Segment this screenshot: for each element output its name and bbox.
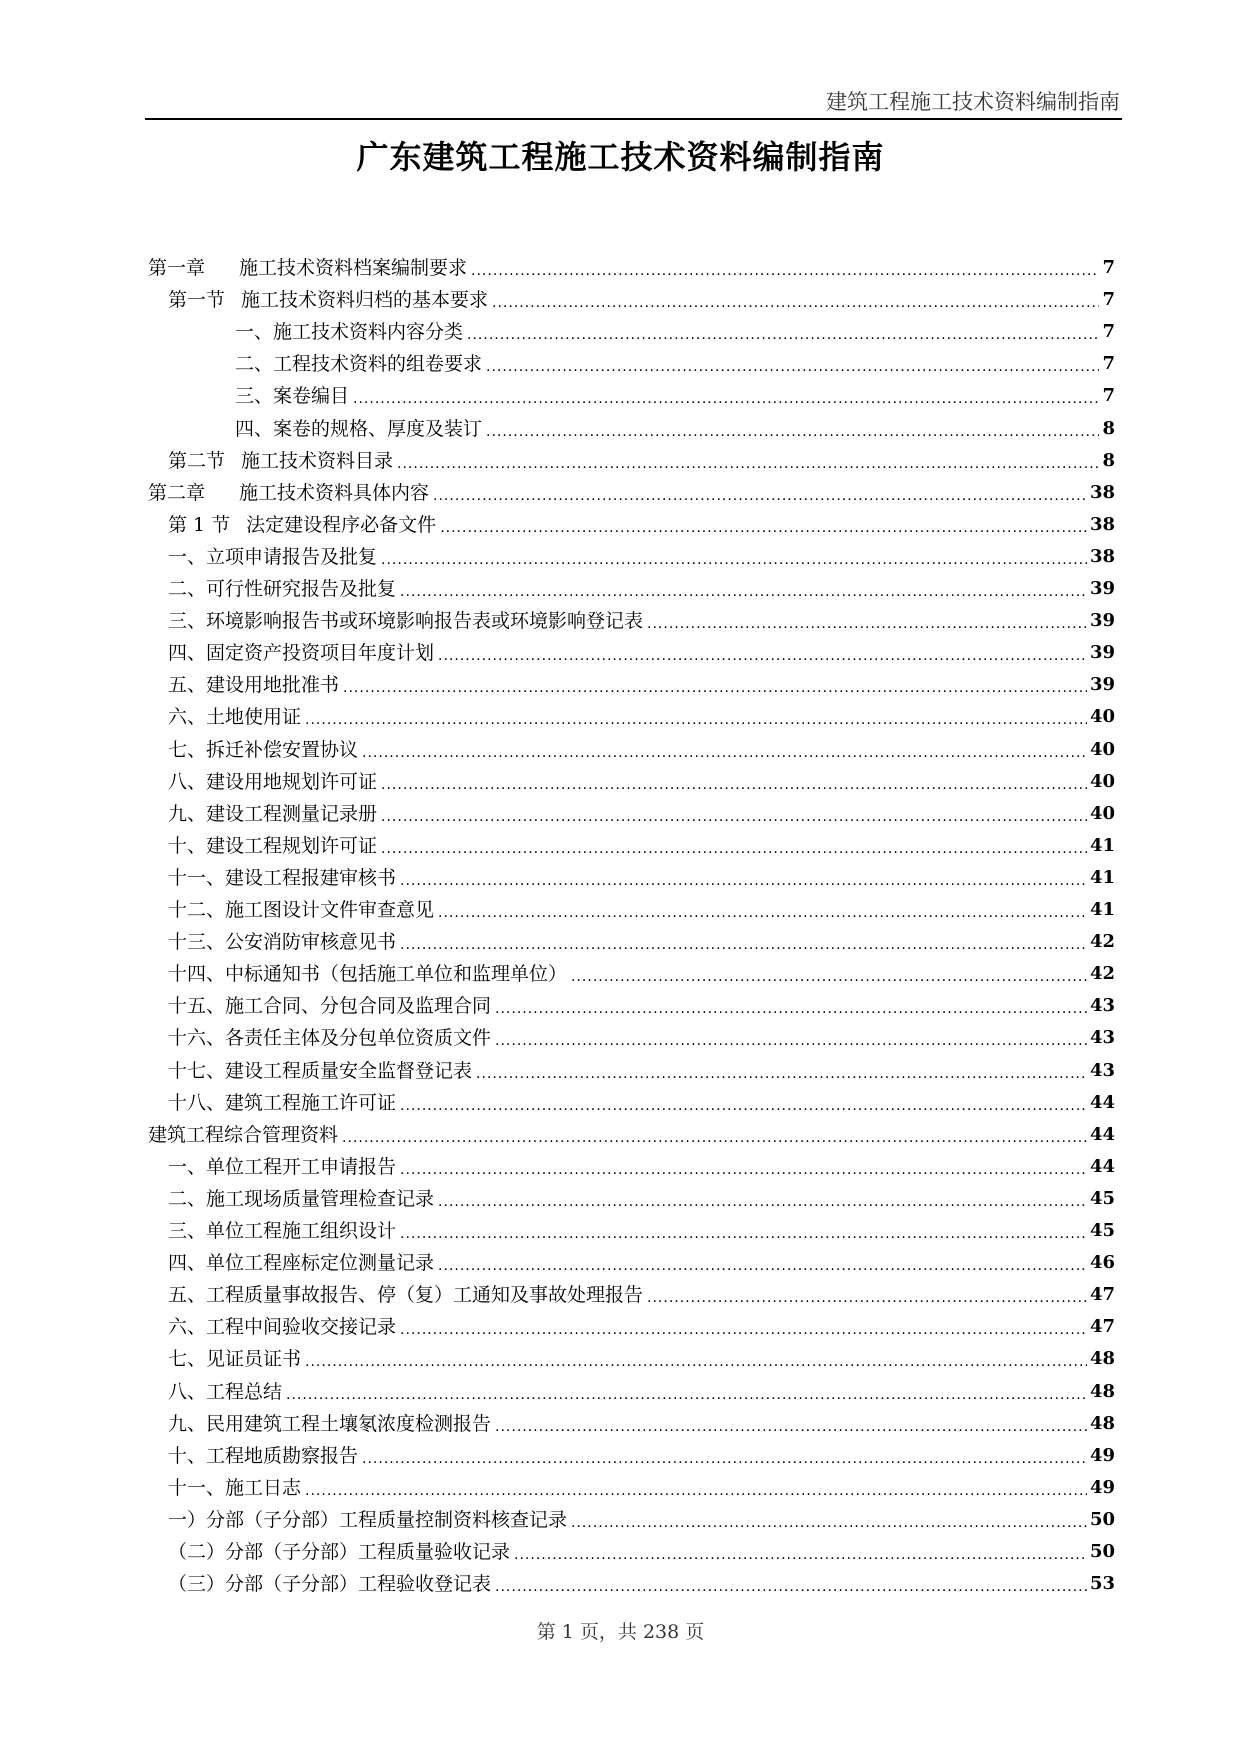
toc-entry-title: 施工技术资料目录 [241,449,394,472]
toc-entry-label: 第一章 [148,257,206,279]
toc-entry-label: 第 1 节 [168,513,231,536]
toc-entry-title: 十一、施工日志 [168,1476,302,1499]
toc-entry-label: 第一节 [168,289,226,312]
toc-dot-leader [400,583,1087,601]
toc-entry-title: 十五、施工合同、分包合同及监理合同 [168,995,492,1018]
toc-dot-leader [381,776,1087,794]
toc-entry-title: 一、立项申请报告及批复 [168,545,378,568]
toc-entry[interactable] [168,734,1115,762]
toc-dot-leader [495,1032,1087,1050]
toc-entry-title: 九、建设工程测量记录册 [168,802,378,825]
toc-dot-leader [467,326,1099,344]
toc-dot-leader [353,390,1099,408]
toc-dot-leader [647,615,1087,633]
toc-entry[interactable] [168,926,1115,954]
toc-entry[interactable] [168,701,1115,729]
toc-entry-title: 三、单位工程施工组织设计 [168,1220,397,1242]
toc-dot-leader [305,1353,1087,1371]
toc-entry[interactable] [235,413,1115,441]
toc-dot-leader [286,1386,1087,1404]
toc-entry[interactable] [168,1087,1115,1115]
toc-entry[interactable] [168,1055,1115,1083]
toc-entry[interactable] [168,1568,1115,1596]
toc-entry[interactable] [148,1119,1115,1147]
toc-entry[interactable] [168,1215,1115,1243]
toc-entry[interactable] [148,477,1115,505]
toc-entry[interactable] [168,1279,1115,1307]
toc-entry[interactable] [168,445,1115,473]
toc-dot-leader [571,968,1087,986]
toc-page-number: 41 [1089,866,1115,888]
toc-entry-title: 九、民用建筑工程土壤氡浓度检测报告 [168,1412,492,1435]
toc-entry[interactable] [168,1311,1115,1339]
toc-page-number: 49 [1089,1476,1115,1498]
toc-entry[interactable] [168,990,1115,1018]
toc-dot-leader [438,647,1087,665]
toc-page-number: 41 [1089,899,1115,920]
toc-dot-leader [471,262,1099,280]
toc-dot-leader [381,808,1087,826]
toc-entry[interactable] [235,316,1115,344]
toc-entry-title: 六、土地使用证 [168,706,302,729]
toc-entry[interactable] [168,637,1115,665]
toc-dot-leader [495,1000,1087,1018]
page-title: 广东建筑工程施工技术资料编制指南 [356,138,885,176]
toc-entry-title: 三、案卷编目 [235,385,350,408]
toc-entry[interactable] [168,766,1115,794]
toc-page-number: 40 [1089,706,1115,728]
toc-entry-title: 五、工程质量事故报告、停（复）工通知及事故处理报告 [168,1284,644,1307]
toc-dot-leader [397,455,1099,473]
toc-entry[interactable] [168,1183,1115,1211]
toc-entry[interactable] [168,1504,1115,1532]
toc-page-number: 7 [1102,385,1115,407]
toc-page-number: 50 [1089,1541,1115,1562]
toc-dot-leader [400,1161,1087,1179]
toc-entry-label: 第二章 [148,481,206,504]
toc-page-number: 45 [1089,1220,1115,1241]
toc-entry-title: 一、施工技术资料内容分类 [235,321,464,344]
toc-entry-title: 二、可行性研究报告及批复 [168,578,397,600]
toc-entry[interactable] [168,1247,1115,1275]
toc-dot-leader [381,840,1087,858]
toc-entry[interactable] [148,252,1115,280]
toc-page-number: 45 [1089,1187,1115,1209]
toc-entry-title: 施工技术资料归档的基本要求 [241,289,489,312]
toc-entry-title: 三、环境影响报告书或环境影响报告表或环境影响登记表 [168,610,644,633]
toc-dot-leader [476,1065,1087,1083]
toc-page-number: 38 [1089,545,1115,567]
toc-entry-title: 四、单位工程座标定位测量记录 [168,1252,435,1275]
toc-entry-title: （三）分部（子分部）工程验收登记表 [168,1573,492,1596]
toc-entry[interactable] [168,509,1115,537]
toc-page-number: 42 [1089,963,1115,985]
toc-dot-leader [400,1321,1087,1339]
toc-page-number: 7 [1102,353,1115,375]
toc-entry-title: 十七、建设工程质量安全监督登记表 [168,1059,473,1082]
toc-page-number: 38 [1089,481,1115,503]
toc-page-number: 39 [1089,610,1115,632]
toc-page-number: 49 [1089,1444,1115,1466]
toc-entry[interactable] [168,894,1115,922]
toc-entry[interactable] [168,669,1115,697]
toc-page-number: 40 [1089,738,1115,760]
toc-dot-leader [438,1257,1087,1275]
toc-page-number: 47 [1089,1284,1115,1306]
toc-entry-title: 八、工程总结 [168,1380,283,1403]
toc-entry-title: 六、工程中间验收交接记录 [168,1316,397,1339]
toc-page-number: 53 [1089,1573,1115,1595]
toc-entry-title: 施工技术资料具体内容 [239,481,430,504]
toc-dot-leader [495,1418,1087,1436]
toc-page-number: 42 [1089,931,1115,953]
toc-entry-title: 十三、公安消防审核意见书 [168,931,397,954]
toc-entry[interactable] [168,1151,1115,1179]
toc-entry-title: （二）分部（子分部）工程质量验收记录 [168,1541,511,1563]
toc-entry[interactable] [168,1536,1115,1564]
toc-page-number: 44 [1089,1123,1115,1145]
toc-dot-leader [438,1193,1087,1211]
toc-page-number: 50 [1089,1508,1115,1530]
toc-page-number: 40 [1089,802,1115,824]
toc-page-number: 40 [1089,770,1115,792]
toc-entry-title: 一、单位工程开工申请报告 [168,1155,397,1178]
toc-page-number: 39 [1089,642,1115,664]
toc-entry-title: 二、施工现场质量管理检查记录 [168,1187,435,1210]
toc-entry-title: 五、建设用地批准书 [168,674,340,697]
toc-entry-title: 四、固定资产投资项目年度计划 [168,642,435,665]
toc-entry-title: 七、拆迁补偿安置协议 [168,738,359,761]
header-rule [145,118,1122,120]
toc-entry[interactable] [168,1376,1115,1404]
toc-dot-leader [400,1225,1087,1243]
toc-page-number: 39 [1089,674,1115,696]
toc-entry[interactable] [168,573,1115,601]
toc-dot-leader [492,294,1099,312]
toc-entry-title: 十八、建筑工程施工许可证 [168,1091,397,1114]
toc-entry-title: 一）分部（子分部）工程质量控制资料核查记录 [168,1508,568,1531]
toc-page-number: 39 [1089,578,1115,599]
toc-page-number: 38 [1089,513,1115,535]
toc-entry-title: 十四、中标通知书（包括施工单位和监理单位） [168,963,568,986]
toc-entry-title: 四、案卷的规格、厚度及装订 [235,417,483,440]
toc-dot-leader [438,904,1087,922]
toc-dot-leader [343,679,1087,697]
toc-entry-title: 十六、各责任主体及分包单位资质文件 [168,1027,492,1050]
toc-entry-title: 十一、建设工程报建审核书 [168,866,397,889]
toc-entry-title: 八、建设用地规划许可证 [168,770,378,793]
toc-entry-title: 十、工程地质勘察报告 [168,1444,359,1467]
toc-dot-leader [571,1514,1087,1532]
toc-entry[interactable] [168,958,1115,986]
toc-dot-leader [514,1546,1087,1564]
toc-entry[interactable] [235,348,1115,376]
toc-page-number: 44 [1089,1091,1115,1113]
toc-entry[interactable] [168,1440,1115,1468]
toc-dot-leader [486,423,1099,441]
toc-dot-leader [362,1450,1087,1468]
toc-page-number: 7 [1102,321,1115,343]
toc-dot-leader [400,936,1087,954]
toc-entry-title: 二、工程技术资料的组卷要求 [235,353,483,376]
toc-dot-leader [440,519,1087,537]
running-header: 建筑工程施工技术资料编制指南 [826,90,1120,114]
toc-dot-leader [400,872,1087,890]
toc-entry[interactable] [235,380,1115,408]
toc-entry[interactable] [168,1408,1115,1436]
toc-dot-leader [495,1578,1087,1596]
toc-page-number: 44 [1089,1155,1115,1177]
toc-entry[interactable] [168,541,1115,569]
toc-page-number: 47 [1089,1316,1115,1338]
toc-entry[interactable] [168,862,1115,890]
toc-entry-label: 第二节 [168,449,226,472]
toc-page-number: 7 [1102,289,1115,311]
toc-entry-title: 七、见证员证书 [168,1348,302,1371]
toc-entry[interactable] [168,798,1115,826]
toc-page-number: 43 [1089,995,1115,1017]
toc-dot-leader [647,1289,1087,1307]
toc-entry-title: 十、建设工程规划许可证 [168,834,378,857]
toc-entry[interactable] [168,1472,1115,1500]
toc-page-number: 43 [1089,1027,1115,1049]
toc-page-number: 43 [1089,1059,1115,1081]
page-footer: 第 1 页，共 238 页 [536,1621,705,1643]
toc-entry[interactable] [168,1343,1115,1371]
toc-dot-leader [362,744,1087,762]
toc-page-number: 41 [1089,834,1115,856]
toc-page-number: 48 [1089,1380,1115,1402]
toc-entry-title: 法定建设程序必备文件 [246,513,437,536]
toc-dot-leader [305,1482,1087,1500]
toc-page-number: 48 [1089,1412,1115,1434]
toc-entry-title: 十二、施工图设计文件审查意见 [168,899,435,921]
toc-dot-leader [381,551,1087,569]
toc-page-number: 48 [1089,1348,1115,1370]
toc-entry[interactable] [168,605,1115,633]
toc-page-number: 8 [1102,417,1115,439]
toc-dot-leader [400,1097,1087,1115]
toc-page-number: 7 [1102,257,1115,278]
toc-dot-leader [305,711,1087,729]
toc-dot-leader [486,358,1099,376]
toc-entry-title: 施工技术资料档案编制要求 [239,257,468,279]
toc-entry[interactable] [168,284,1115,312]
toc-entry-title: 建筑工程综合管理资料 [148,1123,339,1146]
toc-entry[interactable] [168,1022,1115,1050]
toc-page-number: 8 [1102,449,1115,471]
toc-dot-leader [433,487,1087,505]
toc-dot-leader [342,1129,1087,1147]
toc-page-number: 46 [1089,1252,1115,1274]
toc-entry[interactable] [168,830,1115,858]
